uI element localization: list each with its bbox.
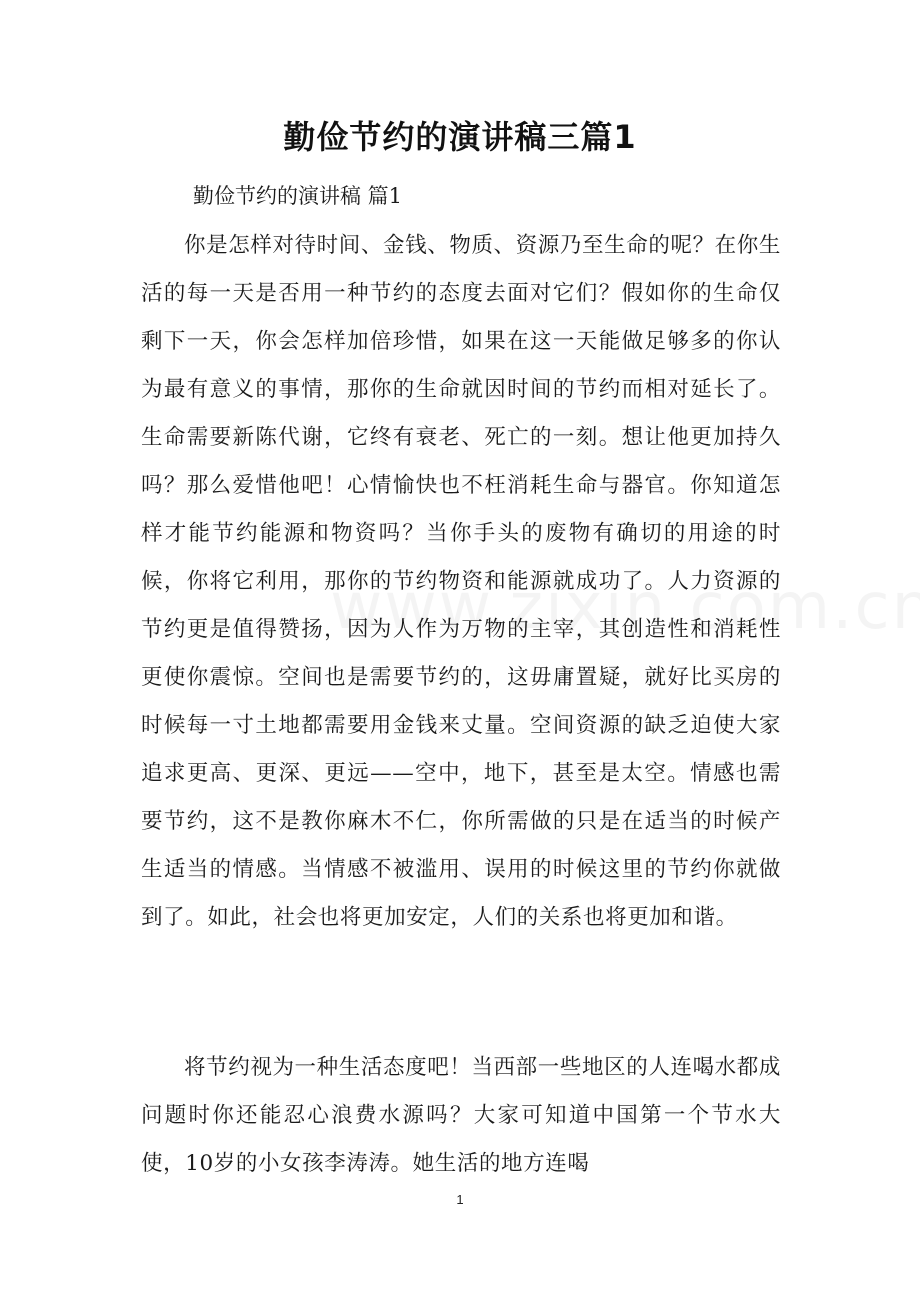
body-paragraph-1: 你是怎样对待时间、金钱、物质、资源乃至生命的呢？在你生活的每一天是否用一种节约的态度去面对它们？假如你的生命仅剩下一天，你会怎样加倍珍惜，如果在这一天能做足够多的你认为最有意义的事情，那你的生命就因时间的节约而相对延长了。生命需要新陈代谢，它终有衰老、死亡的一刻。想让他更加持久吗？那么爱惜他吧！心情愉快也不枉消耗生命与器官。你知道怎样才能节约能源和物资吗？当你手头的废物有确切的用途的时候，你将它利用，那你的节约物资和能源就成功了。人力资源的节约更是值得赞扬，因为人作为万物的主宰，其创造性和消耗性更使你震惊。空间也是需要节约的，这毋庸置疑，就好比买房的时候每一寸土地都需要用金钱来丈量。空间资源的缺乏迫使大家追求更高、更深、更远——空中，地下，甚至是太空。情感也需要节约，这不是教你麻木不仁，你所需做的只是在适当的时候产生适当的情感。当情感不被滥用、误用的时候这里的节约你就做到了。如此，社会也将更加安定，人们的关系也将更加和谐。: [141, 233, 781, 930]
page-number: 1: [456, 1192, 464, 1207]
section-subheading: 勤俭节约的演讲稿 篇1: [193, 184, 403, 208]
body-paragraph-2: 将节约视为一种生活态度吧！当西部一些地区的人连喝水都成问题时你还能忍心浪费水源吗？大家可知道中国第一个节水大使，10岁的小女孩李涛涛。她生活的地方连喝: [141, 1055, 781, 1176]
document-title: 勤俭节约的演讲稿三篇1: [283, 118, 637, 156]
